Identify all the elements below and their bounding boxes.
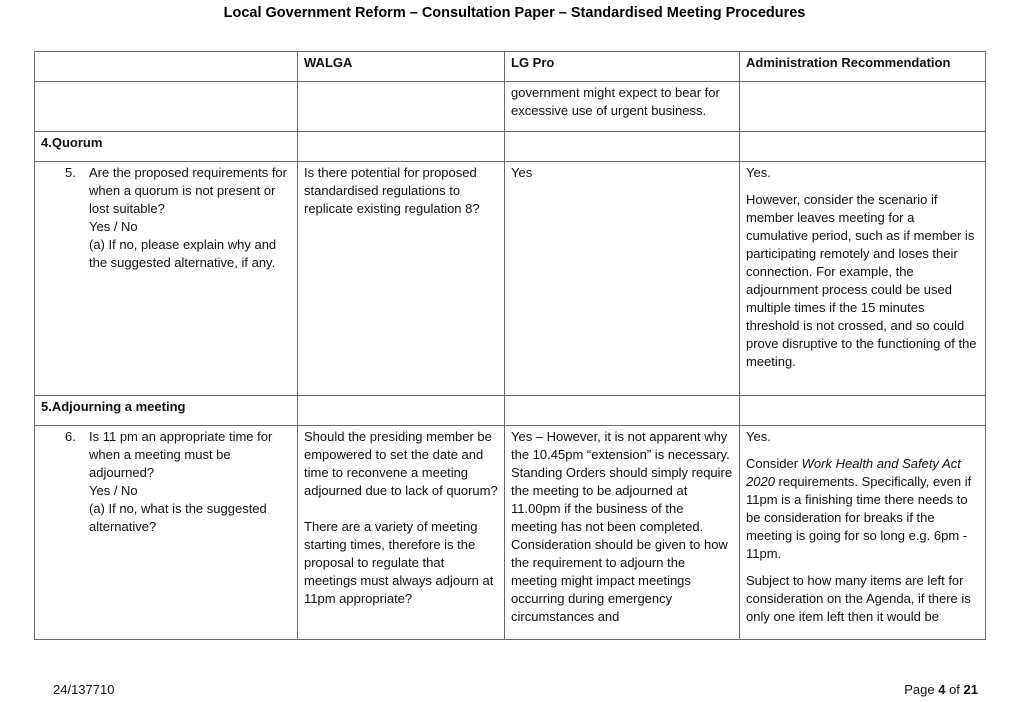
question-options: Yes / No xyxy=(89,219,138,234)
question-row-6 xyxy=(35,426,986,640)
document-title: Local Government Reform – Consultation Paper – Standardised Meeting Procedures xyxy=(223,5,806,21)
question-number: 6. xyxy=(65,429,76,444)
section-heading-adjourning: 5.Adjourning a meeting xyxy=(35,396,298,426)
table-header-row xyxy=(35,52,986,82)
continuation-row xyxy=(35,82,986,132)
question-text: Are the proposed requirements for when a quorum is not present or lost suitable? xyxy=(89,165,287,216)
admin-cell: Yes. Consider Work Health and Safety Act 2020 requirements. Specifically, even if 11pm is a finishing time there needs to be consideration for breaks if the meeting is going for so long e.g. 6pm - 11pm. Subject to how many items are left for consideration on the Agenda, if there is only one item left then it would be xyxy=(740,426,986,640)
question-number: 5. xyxy=(65,165,76,180)
header-cell-lgpro: LG Pro xyxy=(505,52,740,82)
section-heading-row xyxy=(35,132,986,162)
question-options: Yes / No xyxy=(89,483,138,498)
act-title: Work Health and Safety Act 2020 xyxy=(746,456,961,489)
question-cell xyxy=(35,426,298,640)
section-heading-row xyxy=(35,396,986,426)
walga-cell: Should the presiding member be empowered to set the date and time to reconvene a meeting adjourned due to lack of quorum? There are a variety of meeting starting times, therefore is the proposal to regulate that meetings must always adjourn at 11pm appropriate? xyxy=(298,426,505,640)
question-subpart: (a) If no, please explain why and the suggested alternative, if any. xyxy=(89,237,277,270)
consultation-table xyxy=(34,51,986,640)
walga-cell: Is there potential for proposed standardised regulations to replicate existing regulation 8? xyxy=(298,162,505,396)
page-number: Page 4 of 21 xyxy=(904,682,978,697)
question-subpart: (a) If no, what is the suggested alternative? xyxy=(89,501,267,534)
header-cell-admin: Administration Recommendation xyxy=(740,52,986,82)
lgpro-cell: Yes xyxy=(505,162,740,396)
continuation-lgpro-cell: government might expect to bear for excessive use of urgent business. xyxy=(505,82,740,132)
question-cell xyxy=(35,162,298,396)
document-reference: 24/137710 xyxy=(53,682,115,697)
header-cell-walga: WALGA xyxy=(298,52,505,82)
admin-cell: Yes. However, consider the scenario if member leaves meeting for a cumulative period, such as if member is participating remotely and loses their connection. For example, the adjournment process could be used multiple times if the 15 minutes threshold is not crossed, and so could prove disruptive to the functioning of the meeting. xyxy=(740,162,986,396)
section-heading-quorum: 4.Quorum xyxy=(35,132,298,162)
question-row-5 xyxy=(35,162,986,396)
question-text: Is 11 pm an appropriate time for when a meeting must be adjourned? xyxy=(89,429,273,480)
header-cell-blank xyxy=(35,52,298,82)
lgpro-cell: Yes – However, it is not apparent why the 10.45pm “extension” is necessary. Standing Orders should simply require the meeting to be adjourned at 11.00pm if the business of the meeting has not been completed. Consideration should be given to how the requirement to adjourn the meeting might impact meetings occurring during emergency circumstances and xyxy=(505,426,740,640)
